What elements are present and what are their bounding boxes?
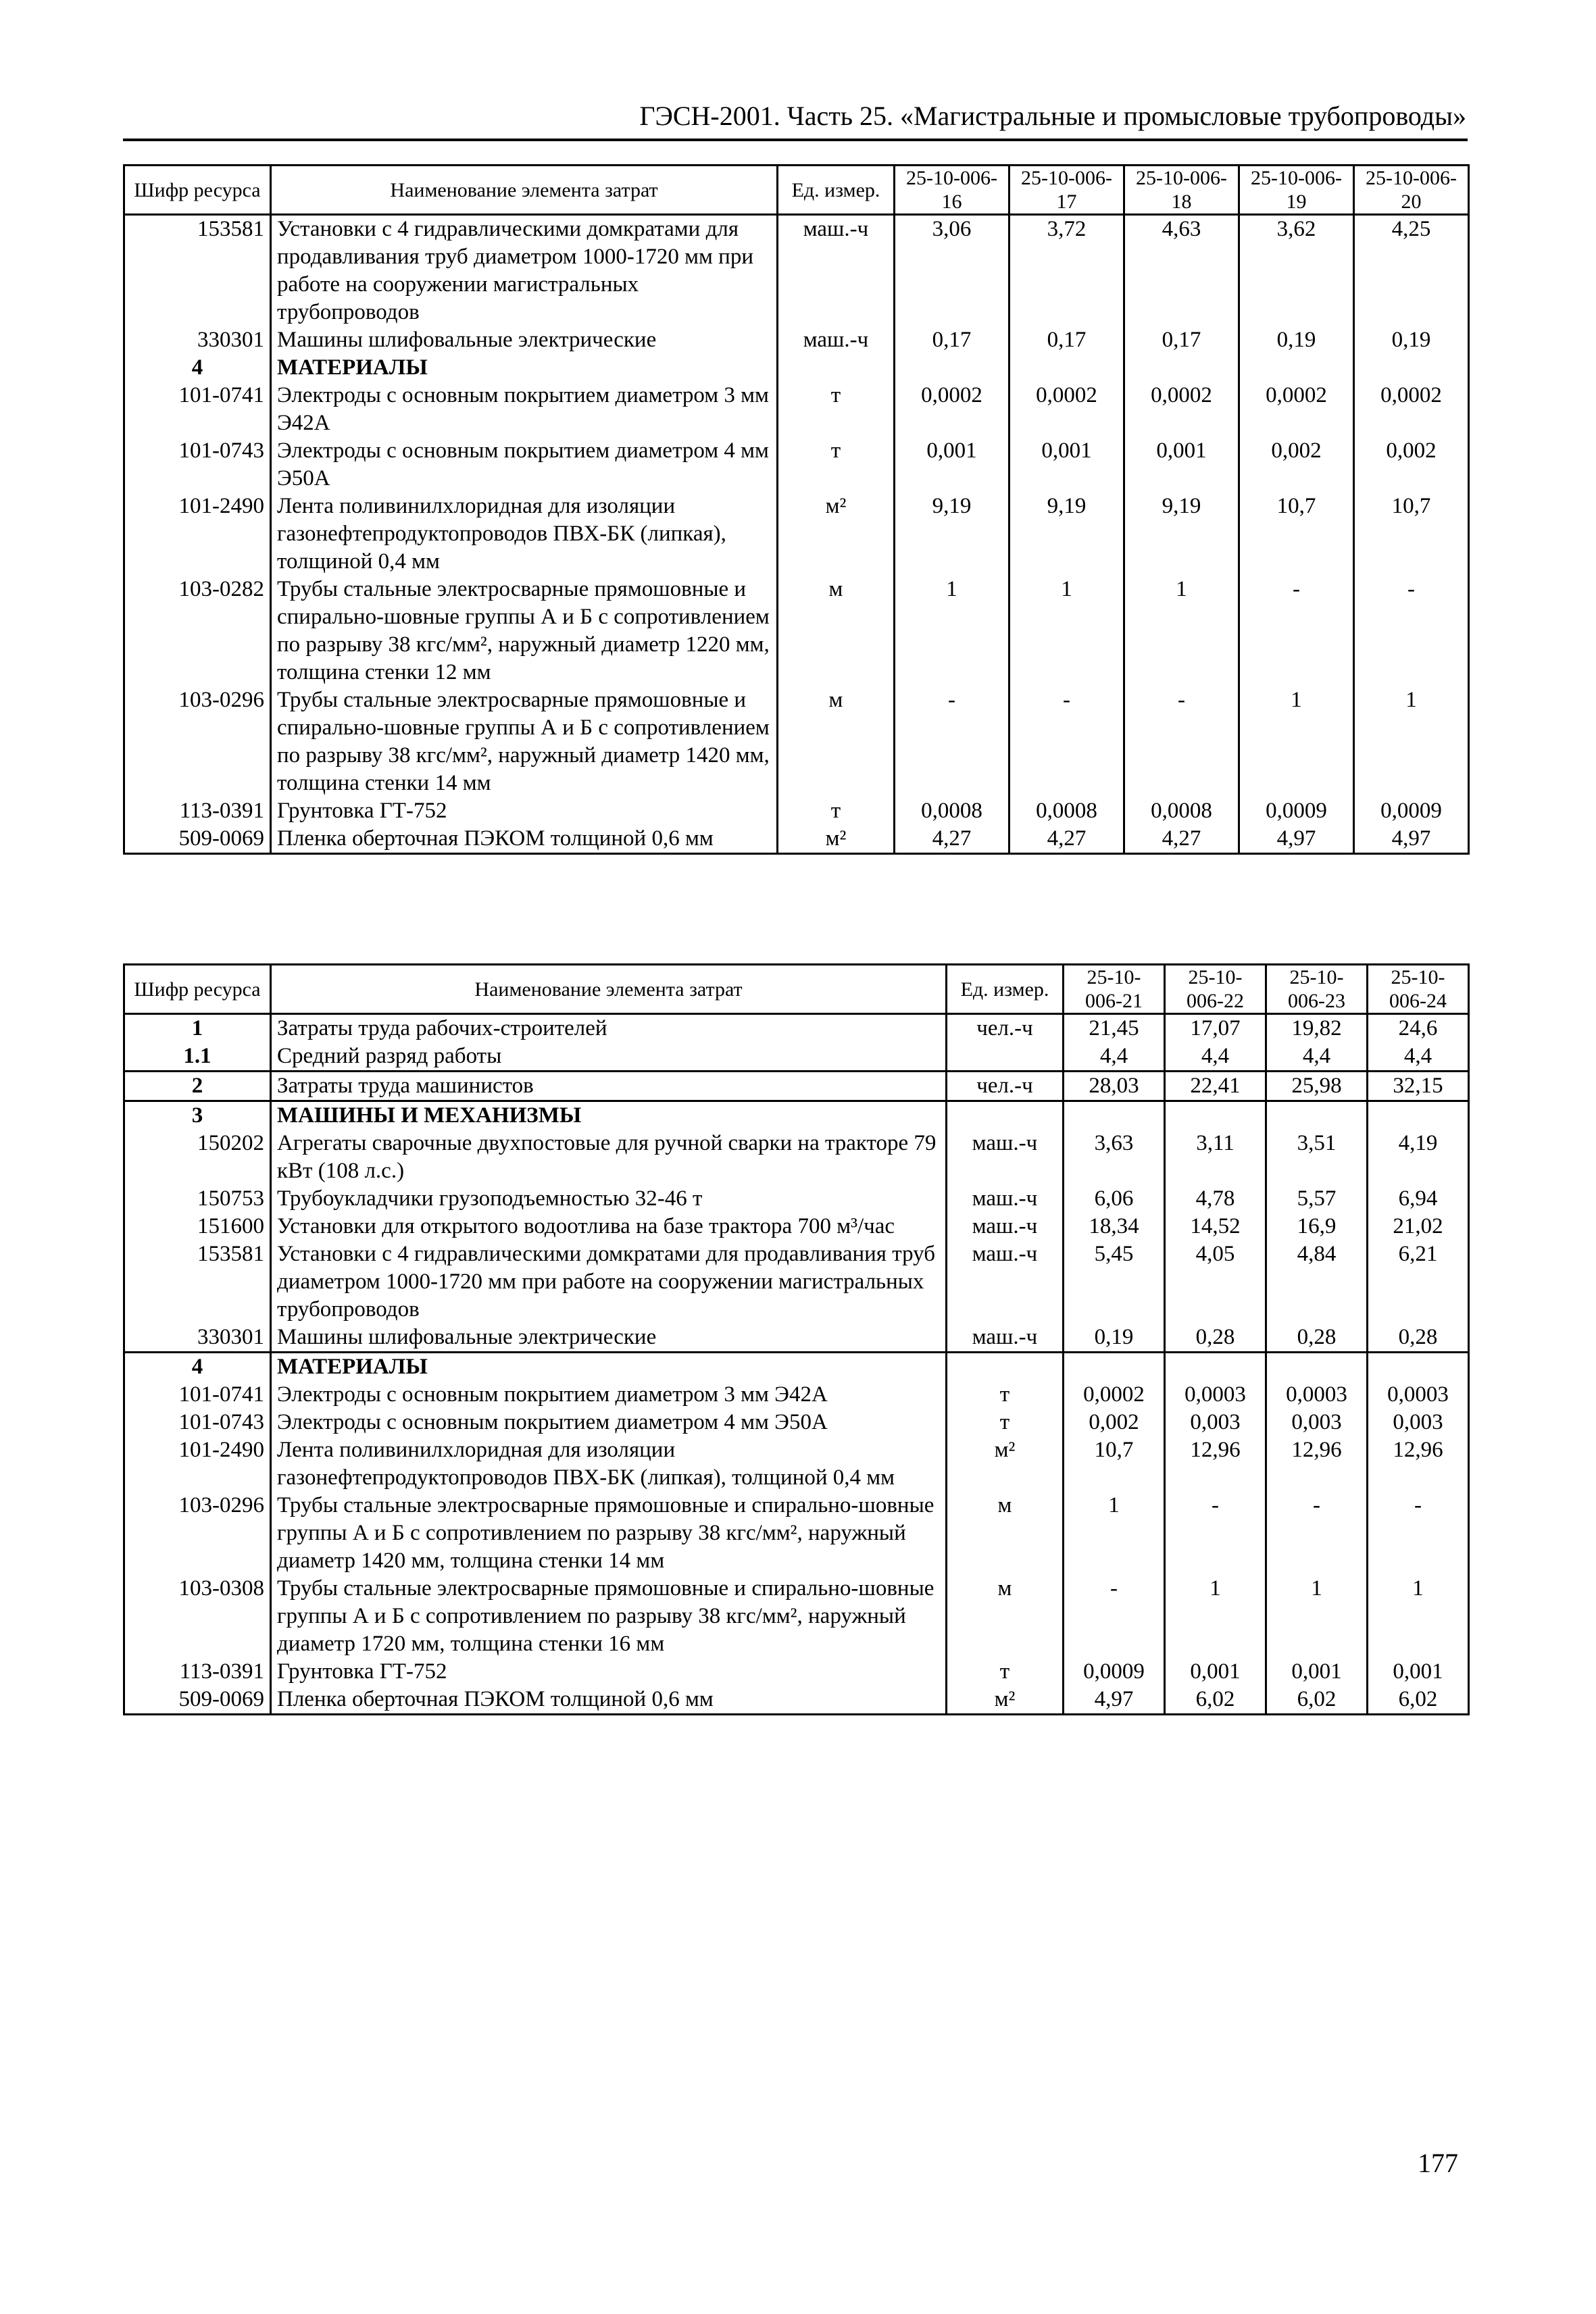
resource-code: 113-0391	[124, 797, 271, 825]
header-code: Шифр ресурса	[124, 965, 271, 1014]
norm-value: 0,002	[1354, 437, 1469, 493]
header-col: 25-10-006-18	[1124, 166, 1239, 215]
unit-of-measure: м²	[778, 825, 895, 854]
norm-value: 3,51	[1266, 1130, 1368, 1185]
norm-value: 1	[1239, 686, 1354, 797]
header-unit: Ед. измер.	[778, 166, 895, 215]
cost-element-name: Установки с 4 гидравлическими домкратами для продавливания труб диаметром 1000-1720 мм при работе на сооружении магистральных трубопроводов	[271, 1240, 947, 1324]
norm-value: 1	[1266, 1575, 1368, 1658]
norm-value: 0,0003	[1368, 1381, 1469, 1409]
unit-of-measure: маш.-ч	[947, 1324, 1064, 1353]
resource-code: 103-0308	[124, 1575, 271, 1658]
resource-code: 509-0069	[124, 825, 271, 854]
norm-value: 3,11	[1165, 1130, 1266, 1185]
unit-of-measure: т	[778, 382, 895, 437]
norm-value: 0,002	[1064, 1409, 1165, 1436]
table-row	[124, 437, 1469, 493]
table-row	[124, 825, 1469, 854]
table-row	[124, 1014, 1469, 1043]
cost-element-name: Машины шлифовальные электрические	[271, 1324, 947, 1353]
norm-value: 9,19	[1009, 493, 1124, 576]
unit-of-measure: м	[778, 686, 895, 797]
cost-element-name: Средний разряд работы	[271, 1042, 947, 1072]
norm-value	[1266, 1353, 1368, 1382]
resource-code: 2	[124, 1072, 271, 1101]
header-col: 25-10-006-24	[1368, 965, 1469, 1014]
norm-value: 1	[1009, 576, 1124, 686]
norm-value: 1	[1064, 1492, 1165, 1575]
norm-value: 0,0002	[1009, 382, 1124, 437]
section-row	[124, 1353, 1469, 1382]
table-row	[124, 1658, 1469, 1686]
header-code: Шифр ресурса	[124, 166, 271, 215]
resource-code: 153581	[124, 215, 271, 327]
norm-value	[1165, 1353, 1266, 1382]
norm-value	[1239, 354, 1354, 382]
norm-value: 0,001	[895, 437, 1009, 493]
resource-code: 101-0743	[124, 437, 271, 493]
cost-element-name: Затраты труда машинистов	[271, 1072, 947, 1101]
resource-table-2	[123, 963, 1470, 1715]
unit-of-measure: чел.-ч	[947, 1072, 1064, 1101]
norm-value: 4,27	[1009, 825, 1124, 854]
table-row	[124, 1575, 1469, 1658]
norm-value: 0,001	[1266, 1658, 1368, 1686]
unit-of-measure: м	[778, 576, 895, 686]
table-row	[124, 576, 1469, 686]
norm-value: 0,0009	[1354, 797, 1469, 825]
norm-value: 6,06	[1064, 1185, 1165, 1213]
section-row	[124, 354, 1469, 382]
norm-value: 4,78	[1165, 1185, 1266, 1213]
norm-value: 0,0002	[895, 382, 1009, 437]
page-header-title: ГЭСН-2001. Часть 25. «Магистральные и промысловые трубопроводы»	[639, 101, 1466, 131]
table-2-header-row	[124, 965, 1469, 1014]
norm-value: 32,15	[1368, 1072, 1469, 1101]
norm-value: 18,34	[1064, 1213, 1165, 1240]
norm-value: 3,06	[895, 215, 1009, 327]
table-row	[124, 326, 1469, 354]
resource-code: 101-2490	[124, 1436, 271, 1492]
norm-value: 0,0008	[895, 797, 1009, 825]
norm-value: -	[895, 686, 1009, 797]
unit-of-measure: маш.-ч	[778, 326, 895, 354]
header-col: 25-10-006-20	[1354, 166, 1469, 215]
resource-code: 101-0741	[124, 382, 271, 437]
norm-value	[1009, 354, 1124, 382]
norm-value: -	[1239, 576, 1354, 686]
cost-element-name: Пленка оберточная ПЭКОМ толщиной 0,6 мм	[271, 1686, 947, 1715]
unit-of-measure: м	[947, 1492, 1064, 1575]
table-row	[124, 493, 1469, 576]
table-row	[124, 1492, 1469, 1575]
header-name: Наименование элемента затрат	[271, 965, 947, 1014]
unit-of-measure: м	[947, 1575, 1064, 1658]
unit-of-measure: т	[778, 797, 895, 825]
norm-value: 10,7	[1064, 1436, 1165, 1492]
norm-value: 0,28	[1266, 1324, 1368, 1353]
unit-of-measure: т	[947, 1381, 1064, 1409]
norm-value: 0,17	[1124, 326, 1239, 354]
header-col: 25-10-006-16	[895, 166, 1009, 215]
resource-code: 113-0391	[124, 1658, 271, 1686]
table-row	[124, 1213, 1469, 1240]
section-title: МАТЕРИАЛЫ	[271, 1353, 947, 1382]
resource-code: 150202	[124, 1130, 271, 1185]
table-row	[124, 1130, 1469, 1185]
resource-code: 330301	[124, 1324, 271, 1353]
unit-of-measure: т	[947, 1409, 1064, 1436]
norm-value: 4,4	[1266, 1042, 1368, 1072]
norm-value	[1354, 354, 1469, 382]
cost-element-name: Электроды с основным покрытием диаметром 4 мм Э50А	[271, 437, 778, 493]
norm-value: 14,52	[1165, 1213, 1266, 1240]
resource-code: 103-0282	[124, 576, 271, 686]
norm-value: 24,6	[1368, 1014, 1469, 1043]
page-number: 177	[1418, 2148, 1458, 2178]
cost-element-name: Установки с 4 гидравлическими домкратами для продавливания труб диаметром 1000-1720 мм при работе на сооружении магистральных трубопроводов	[271, 215, 778, 327]
resource-code: 3	[124, 1101, 271, 1130]
norm-value: 0,0009	[1239, 797, 1354, 825]
norm-value: -	[1124, 686, 1239, 797]
norm-value: 6,02	[1368, 1686, 1469, 1715]
resource-code: 101-0743	[124, 1409, 271, 1436]
norm-value: 3,72	[1009, 215, 1124, 327]
cost-element-name: Электроды с основным покрытием диаметром 3 мм Э42А	[271, 382, 778, 437]
table-row	[124, 215, 1469, 327]
header-rule	[123, 139, 1468, 141]
header-col: 25-10-006-23	[1266, 965, 1368, 1014]
unit-of-measure: маш.-ч	[947, 1185, 1064, 1213]
unit-of-measure: маш.-ч	[778, 215, 895, 327]
header-col: 25-10-006-19	[1239, 166, 1354, 215]
norm-value: 6,02	[1165, 1686, 1266, 1715]
norm-value: 0,0009	[1064, 1658, 1165, 1686]
norm-value: 12,96	[1165, 1436, 1266, 1492]
norm-value: 0,002	[1239, 437, 1354, 493]
norm-value: 0,001	[1165, 1658, 1266, 1686]
norm-value: 0,0008	[1124, 797, 1239, 825]
unit-of-measure: маш.-ч	[947, 1130, 1064, 1185]
norm-value	[1368, 1353, 1469, 1382]
table-1-header-row	[124, 166, 1469, 215]
header-col: 25-10-006-17	[1009, 166, 1124, 215]
unit-of-measure: маш.-ч	[947, 1213, 1064, 1240]
resource-code: 4	[124, 354, 271, 382]
unit-of-measure	[778, 354, 895, 382]
cost-element-name: Затраты труда рабочих-строителей	[271, 1014, 947, 1043]
resource-code: 509-0069	[124, 1686, 271, 1715]
cost-element-name: Грунтовка ГТ-752	[271, 797, 778, 825]
cost-element-name: Пленка оберточная ПЭКОМ толщиной 0,6 мм	[271, 825, 778, 854]
header-name: Наименование элемента затрат	[271, 166, 778, 215]
norm-value: 6,21	[1368, 1240, 1469, 1324]
norm-value: 28,03	[1064, 1072, 1165, 1101]
norm-value: 4,4	[1368, 1042, 1469, 1072]
cost-element-name: Трубоукладчики грузоподъемностью 32-46 т	[271, 1185, 947, 1213]
norm-value: 6,94	[1368, 1185, 1469, 1213]
unit-of-measure: м²	[947, 1436, 1064, 1492]
norm-value	[1165, 1101, 1266, 1130]
norm-value: -	[1009, 686, 1124, 797]
norm-value: -	[1354, 576, 1469, 686]
resource-code: 330301	[124, 326, 271, 354]
table-row	[124, 1324, 1469, 1353]
cost-element-name: Лента поливинилхлоридная для изоляции газонефтепродуктопроводов ПВХ-БК (липкая), толщиной 0,4 мм	[271, 493, 778, 576]
norm-value: 5,57	[1266, 1185, 1368, 1213]
norm-value: 0,17	[1009, 326, 1124, 354]
norm-value: 1	[1368, 1575, 1469, 1658]
norm-value: 22,41	[1165, 1072, 1266, 1101]
norm-value	[1266, 1101, 1368, 1130]
norm-value: 0,19	[1354, 326, 1469, 354]
norm-value: 0,003	[1368, 1409, 1469, 1436]
norm-value: 6,02	[1266, 1686, 1368, 1715]
norm-value: 9,19	[1124, 493, 1239, 576]
table-row	[124, 686, 1469, 797]
norm-value: 0,19	[1064, 1324, 1165, 1353]
table-row	[124, 1185, 1469, 1213]
cost-element-name: Лента поливинилхлоридная для изоляции газонефтепродуктопроводов ПВХ-БК (липкая), толщиной 0,4 мм	[271, 1436, 947, 1492]
unit-of-measure	[947, 1101, 1064, 1130]
norm-value: 9,19	[895, 493, 1009, 576]
table-row	[124, 1409, 1469, 1436]
section-title: МАТЕРИАЛЫ	[271, 354, 778, 382]
norm-value: 12,96	[1368, 1436, 1469, 1492]
table-row	[124, 1686, 1469, 1715]
unit-of-measure	[947, 1042, 1064, 1072]
unit-of-measure: т	[947, 1658, 1064, 1686]
norm-value: 4,19	[1368, 1130, 1469, 1185]
table-row	[124, 1436, 1469, 1492]
norm-value: 21,45	[1064, 1014, 1165, 1043]
norm-value	[1368, 1101, 1469, 1130]
norm-value: 10,7	[1354, 493, 1469, 576]
unit-of-measure: маш.-ч	[947, 1240, 1064, 1324]
norm-value: 4,27	[1124, 825, 1239, 854]
norm-value: 1	[1165, 1575, 1266, 1658]
norm-value: 0,001	[1368, 1658, 1469, 1686]
norm-value: 0,001	[1124, 437, 1239, 493]
norm-value: -	[1266, 1492, 1368, 1575]
norm-value: 3,63	[1064, 1130, 1165, 1185]
norm-value: 1	[895, 576, 1009, 686]
cost-element-name: Трубы стальные электросварные прямошовные и спирально-шовные группы А и Б с сопротивлением по разрыву 38 кгс/мм², наружный диаметр 1220 мм, толщина стенки 12 мм	[271, 576, 778, 686]
norm-value: 0,003	[1165, 1409, 1266, 1436]
norm-value: 4,4	[1064, 1042, 1165, 1072]
norm-value: 4,25	[1354, 215, 1469, 327]
unit-of-measure	[947, 1353, 1064, 1382]
cost-element-name: Трубы стальные электросварные прямошовные и спирально-шовные группы А и Б с сопротивлением по разрыву 38 кгс/мм², наружный диаметр 1720 мм, толщина стенки 16 мм	[271, 1575, 947, 1658]
header-col: 25-10-006-22	[1165, 965, 1266, 1014]
norm-value: 17,07	[1165, 1014, 1266, 1043]
resource-code: 101-0741	[124, 1381, 271, 1409]
norm-value: 10,7	[1239, 493, 1354, 576]
header-col: 25-10-006-21	[1064, 965, 1165, 1014]
resource-code: 150753	[124, 1185, 271, 1213]
norm-value: 0,003	[1266, 1409, 1368, 1436]
resource-code: 103-0296	[124, 1492, 271, 1575]
norm-value: -	[1165, 1492, 1266, 1575]
norm-value: 4,97	[1064, 1686, 1165, 1715]
table-row	[124, 1381, 1469, 1409]
norm-value	[1064, 1101, 1165, 1130]
norm-value: 3,62	[1239, 215, 1354, 327]
unit-of-measure: м²	[947, 1686, 1064, 1715]
resource-code: 103-0296	[124, 686, 271, 797]
norm-value: -	[1064, 1575, 1165, 1658]
cost-element-name: Трубы стальные электросварные прямошовные и спирально-шовные группы А и Б с сопротивлением по разрыву 38 кгс/мм², наружный диаметр 1420 мм, толщина стенки 14 мм	[271, 686, 778, 797]
norm-value: 4,4	[1165, 1042, 1266, 1072]
norm-value: 4,63	[1124, 215, 1239, 327]
norm-value: 21,02	[1368, 1213, 1469, 1240]
cost-element-name: Трубы стальные электросварные прямошовные и спирально-шовные группы А и Б с сопротивлением по разрыву 38 кгс/мм², наружный диаметр 1420 мм, толщина стенки 14 мм	[271, 1492, 947, 1575]
cost-element-name: Электроды с основным покрытием диаметром 4 мм Э50А	[271, 1409, 947, 1436]
norm-value: 5,45	[1064, 1240, 1165, 1324]
norm-value: 12,96	[1266, 1436, 1368, 1492]
cost-element-name: Агрегаты сварочные двухпостовые для ручной сварки на тракторе 79 кВт (108 л.с.)	[271, 1130, 947, 1185]
norm-value: -	[1368, 1492, 1469, 1575]
norm-value: 0,0008	[1009, 797, 1124, 825]
cost-element-name: Установки для открытого водоотлива на базе трактора 700 м³/час	[271, 1213, 947, 1240]
cost-element-name: Электроды с основным покрытием диаметром 3 мм Э42А	[271, 1381, 947, 1409]
norm-value: 25,98	[1266, 1072, 1368, 1101]
norm-value: 4,05	[1165, 1240, 1266, 1324]
resource-table-1	[123, 164, 1470, 855]
table-row	[124, 1072, 1469, 1101]
section-row	[124, 1101, 1469, 1130]
norm-value: 0,0003	[1266, 1381, 1368, 1409]
norm-value: 19,82	[1266, 1014, 1368, 1043]
table-row	[124, 797, 1469, 825]
norm-value: 0,28	[1165, 1324, 1266, 1353]
resource-code: 101-2490	[124, 493, 271, 576]
norm-value	[895, 354, 1009, 382]
norm-value: 4,27	[895, 825, 1009, 854]
table-row	[124, 1240, 1469, 1324]
resource-code: 4	[124, 1353, 271, 1382]
resource-code: 1	[124, 1014, 271, 1043]
norm-value: 0,001	[1009, 437, 1124, 493]
section-title: МАШИНЫ И МЕХАНИЗМЫ	[271, 1101, 947, 1130]
unit-of-measure: м²	[778, 493, 895, 576]
resource-code: 151600	[124, 1213, 271, 1240]
norm-value: 0,0003	[1165, 1381, 1266, 1409]
norm-value: 0,0002	[1239, 382, 1354, 437]
cost-element-name: Грунтовка ГТ-752	[271, 1658, 947, 1686]
norm-value: 0,19	[1239, 326, 1354, 354]
resource-code: 153581	[124, 1240, 271, 1324]
norm-value: 0,0002	[1354, 382, 1469, 437]
norm-value: 0,28	[1368, 1324, 1469, 1353]
norm-value	[1064, 1353, 1165, 1382]
table-row	[124, 1042, 1469, 1072]
unit-of-measure: т	[778, 437, 895, 493]
norm-value: 4,97	[1239, 825, 1354, 854]
norm-value: 1	[1354, 686, 1469, 797]
header-unit: Ед. измер.	[947, 965, 1064, 1014]
norm-value: 1	[1124, 576, 1239, 686]
cost-element-name: Машины шлифовальные электрические	[271, 326, 778, 354]
norm-value: 0,0002	[1124, 382, 1239, 437]
norm-value: 0,17	[895, 326, 1009, 354]
norm-value: 4,84	[1266, 1240, 1368, 1324]
table-row	[124, 382, 1469, 437]
norm-value: 4,97	[1354, 825, 1469, 854]
resource-code: 1.1	[124, 1042, 271, 1072]
norm-value: 16,9	[1266, 1213, 1368, 1240]
norm-value: 0,0002	[1064, 1381, 1165, 1409]
unit-of-measure: чел.-ч	[947, 1014, 1064, 1043]
norm-value	[1124, 354, 1239, 382]
